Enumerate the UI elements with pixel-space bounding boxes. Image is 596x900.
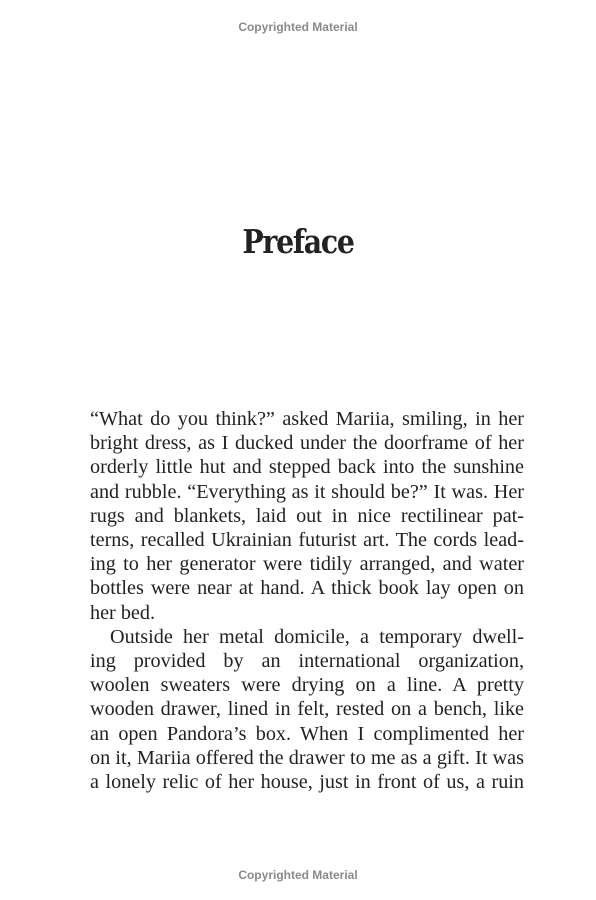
page-footer-copyright: Copyrighted Material <box>238 868 358 882</box>
paragraph-2 <box>90 625 524 794</box>
text-line: “What do you think?” asked Mariia, smiling, in her <box>90 408 524 430</box>
paragraph-1 <box>90 407 524 625</box>
text-line: woolen sweaters were drying on a line. A pretty <box>90 674 524 697</box>
text-line: Outside her metal domicile, a temporary dwell- <box>110 625 524 648</box>
text-line: an open Pandora’s box. When I complimented her <box>90 722 524 745</box>
page-header-copyright: Copyrighted Material <box>238 20 358 34</box>
text-line: bottles were near at hand. A thick book lay open on <box>90 577 524 600</box>
text-line: on it, Mariia offered the drawer to me as a gift. It was <box>90 746 524 769</box>
text-line: terns, recalled Ukrainian futurist art. The cords lead- <box>90 529 524 552</box>
text-line: bright dress, as I ducked under the doorframe of her <box>90 432 524 455</box>
text-line: a lonely relic of her house, just in front of us, a ruin <box>90 771 524 794</box>
chapter-title: Preface <box>242 222 354 261</box>
text-line: rugs and blankets, laid out in nice rectilinear pat- <box>90 504 524 527</box>
text-line: wooden drawer, lined in felt, rested on a bench, like <box>90 698 524 721</box>
text-line: orderly little hut and stepped back into the sunshine <box>90 456 524 479</box>
text-line: her bed. <box>90 601 156 624</box>
text-line: ing to her generator were tidily arranged, and water <box>90 553 524 576</box>
text-line: ing provided by an international organization, <box>90 650 524 673</box>
body-text <box>90 407 524 794</box>
text-line: and rubble. “Everything as it should be?” It was. Her <box>90 480 524 503</box>
